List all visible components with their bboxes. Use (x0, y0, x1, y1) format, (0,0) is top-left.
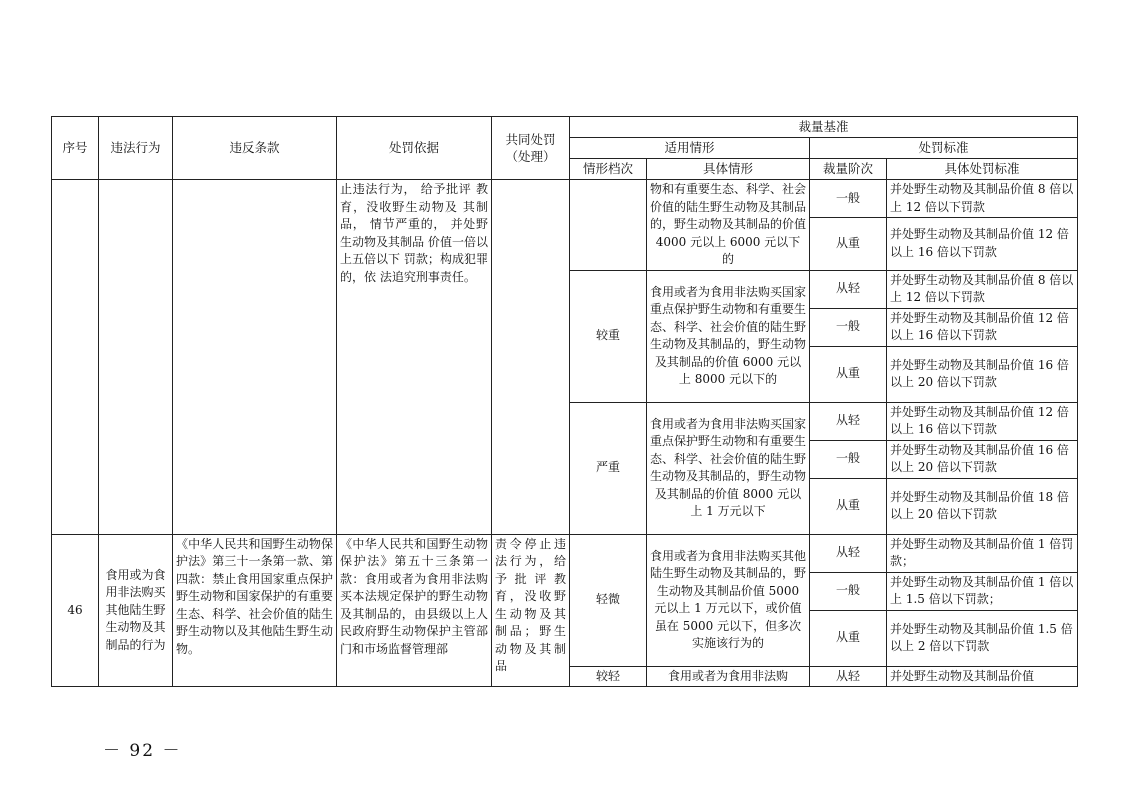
row46-s2-level: 较轻 (570, 666, 647, 687)
row46-s2-situation: 食用或者为食用非法购 (647, 666, 810, 687)
cont-s3-r2-penalty: 并处野生动物及其制品价值 16 倍以上 20 倍以下罚款 (887, 440, 1078, 478)
cont-s1-r2-stage: 从重 (810, 218, 887, 270)
row46-s1-r1-stage: 从轻 (810, 534, 887, 572)
cont-s1-r1-stage: 一般 (810, 180, 887, 218)
row46-s1-level: 轻微 (570, 534, 647, 666)
row46-s2-r1-penalty: 并处野生动物及其制品价值 (887, 666, 1078, 687)
cont-basis-cell: 止违法行为， 给予批评 教育，没收野生动物及 其制品， 情节严重的， 并处野生动物及其制品 价值一倍以上五倍以下 罚款；构成犯罪的，依 法追究刑事责任。 (337, 180, 492, 535)
cont-s1-r1-penalty: 并处野生动物及其制品价值 8 倍以上 12 倍以下罚款 (887, 180, 1078, 218)
header-basis: 处罚依据 (337, 117, 492, 180)
cont-s2-r2-penalty: 并处野生动物及其制品价值 12 倍以上 16 倍以下罚款 (887, 308, 1078, 346)
header-penalty: 具体处罚标准 (887, 159, 1078, 180)
header-standard: 处罚标准 (810, 138, 1078, 159)
header-applicable: 适用情形 (570, 138, 810, 159)
cont-common-cell (492, 180, 570, 535)
cont-act-cell (99, 180, 173, 535)
header-stage: 裁量阶次 (810, 159, 887, 180)
cont-s1-level (570, 180, 647, 271)
cont-s2-r1-stage: 从轻 (810, 270, 887, 308)
header-seq: 序号 (52, 117, 99, 180)
row46-s1-r2-stage: 一般 (810, 572, 887, 610)
cont-seq-cell (52, 180, 99, 535)
cont-s3-r2-stage: 一般 (810, 440, 887, 478)
header-situation: 具体情形 (647, 159, 810, 180)
cont-s1-r2-penalty: 并处野生动物及其制品价值 12 倍以上 16 倍以下罚款 (887, 218, 1078, 270)
cont-s2-level: 较重 (570, 270, 647, 402)
row46-act: 食用或为食用非法购买其他陆生野生动物及其制品的行为 (99, 534, 173, 687)
cont-clause-cell (173, 180, 337, 535)
row46-s1-situation: 食用或者为食用非法购买其他陆生野生动物及其制品的，野生动物及其制品价值 5000 元以上 1 万元以下，或价值虽在 5000 元以下，但多次实施该行为的 (647, 534, 810, 666)
cont-s2-r3-stage: 从重 (810, 346, 887, 402)
cont-s3-r1-stage: 从轻 (810, 402, 887, 440)
row46-s1-r1-penalty: 并处野生动物及其制品价值 1 倍罚款； (887, 534, 1078, 572)
row46-seq: 46 (52, 534, 99, 687)
cont-s2-situation: 食用或者为食用非法购买国家重点保护野生动物和有重要生态、科学、社会价值的陆生野生动物及其制品的，野生动物及其制品的价值 6000 元以上 8000 元以下的 (647, 270, 810, 402)
header-common: 共同处罚（处理） (492, 117, 570, 180)
page-number: － 92 － (103, 741, 182, 761)
penalty-standards-table (51, 116, 1078, 687)
row46-common: 责令停止违法行为，给予批评教育，没收野生动物及其制品；野生动物及其制品 (492, 534, 570, 687)
row46-s1-r3-penalty: 并处野生动物及其制品价值 1.5 倍以上 2 倍以下罚款 (887, 610, 1078, 666)
header-act: 违法行为 (99, 117, 173, 180)
cont-s1-situation: 物和有重要生态、科学、社会价值的陆生野生动物及其制品的，野生动物及其制品的价值 4000 元以上 6000 元以下的 (647, 180, 810, 271)
row46-s1-r3-stage: 从重 (810, 610, 887, 666)
row46-s2-r1-stage: 从轻 (810, 666, 887, 687)
header-clause: 违反条款 (173, 117, 337, 180)
row46-clause: 《中华人民共和国野生动物保护法》第三十一条第一款、第四款：禁止食用国家重点保护野生动物和国家保护的有重要生态、科学、社会价值的陆生野生动物以及其他陆生野生动物。 (173, 534, 337, 687)
cont-s2-r3-penalty: 并处野生动物及其制品价值 16 倍以上 20 倍以下罚款 (887, 346, 1078, 402)
cont-s3-situation: 食用或者为食用非法购买国家重点保护野生动物和有重要生态、科学、社会价值的陆生野生动物及其制品的，野生动物及其制品的价值 8000 元以上 1 万元以下 (647, 402, 810, 534)
cont-s3-level: 严重 (570, 402, 647, 534)
cont-s3-r3-penalty: 并处野生动物及其制品价值 18 倍以上 20 倍以下罚款 (887, 478, 1078, 534)
cont-s2-r1-penalty: 并处野生动物及其制品价值 8 倍以上 12 倍以下罚款 (887, 270, 1078, 308)
row46-basis: 《中华人民共和国野生动物保护法》第五十三条第一款：食用或者为食用非法购买本法规定保护的野生动物及其制品的，由县级以上人民政府野生动物保护主管部门和市场监督管理部 (337, 534, 492, 687)
cont-s3-r1-penalty: 并处野生动物及其制品价值 12 倍以上 16 倍以下罚款 (887, 402, 1078, 440)
header-level: 情形档次 (570, 159, 647, 180)
header-discretion: 裁量基准 (570, 117, 1078, 138)
cont-s3-r3-stage: 从重 (810, 478, 887, 534)
cont-s2-r2-stage: 一般 (810, 308, 887, 346)
row46-s1-r2-penalty: 并处野生动物及其制品价值 1 倍以上 1.5 倍以下罚款； (887, 572, 1078, 610)
